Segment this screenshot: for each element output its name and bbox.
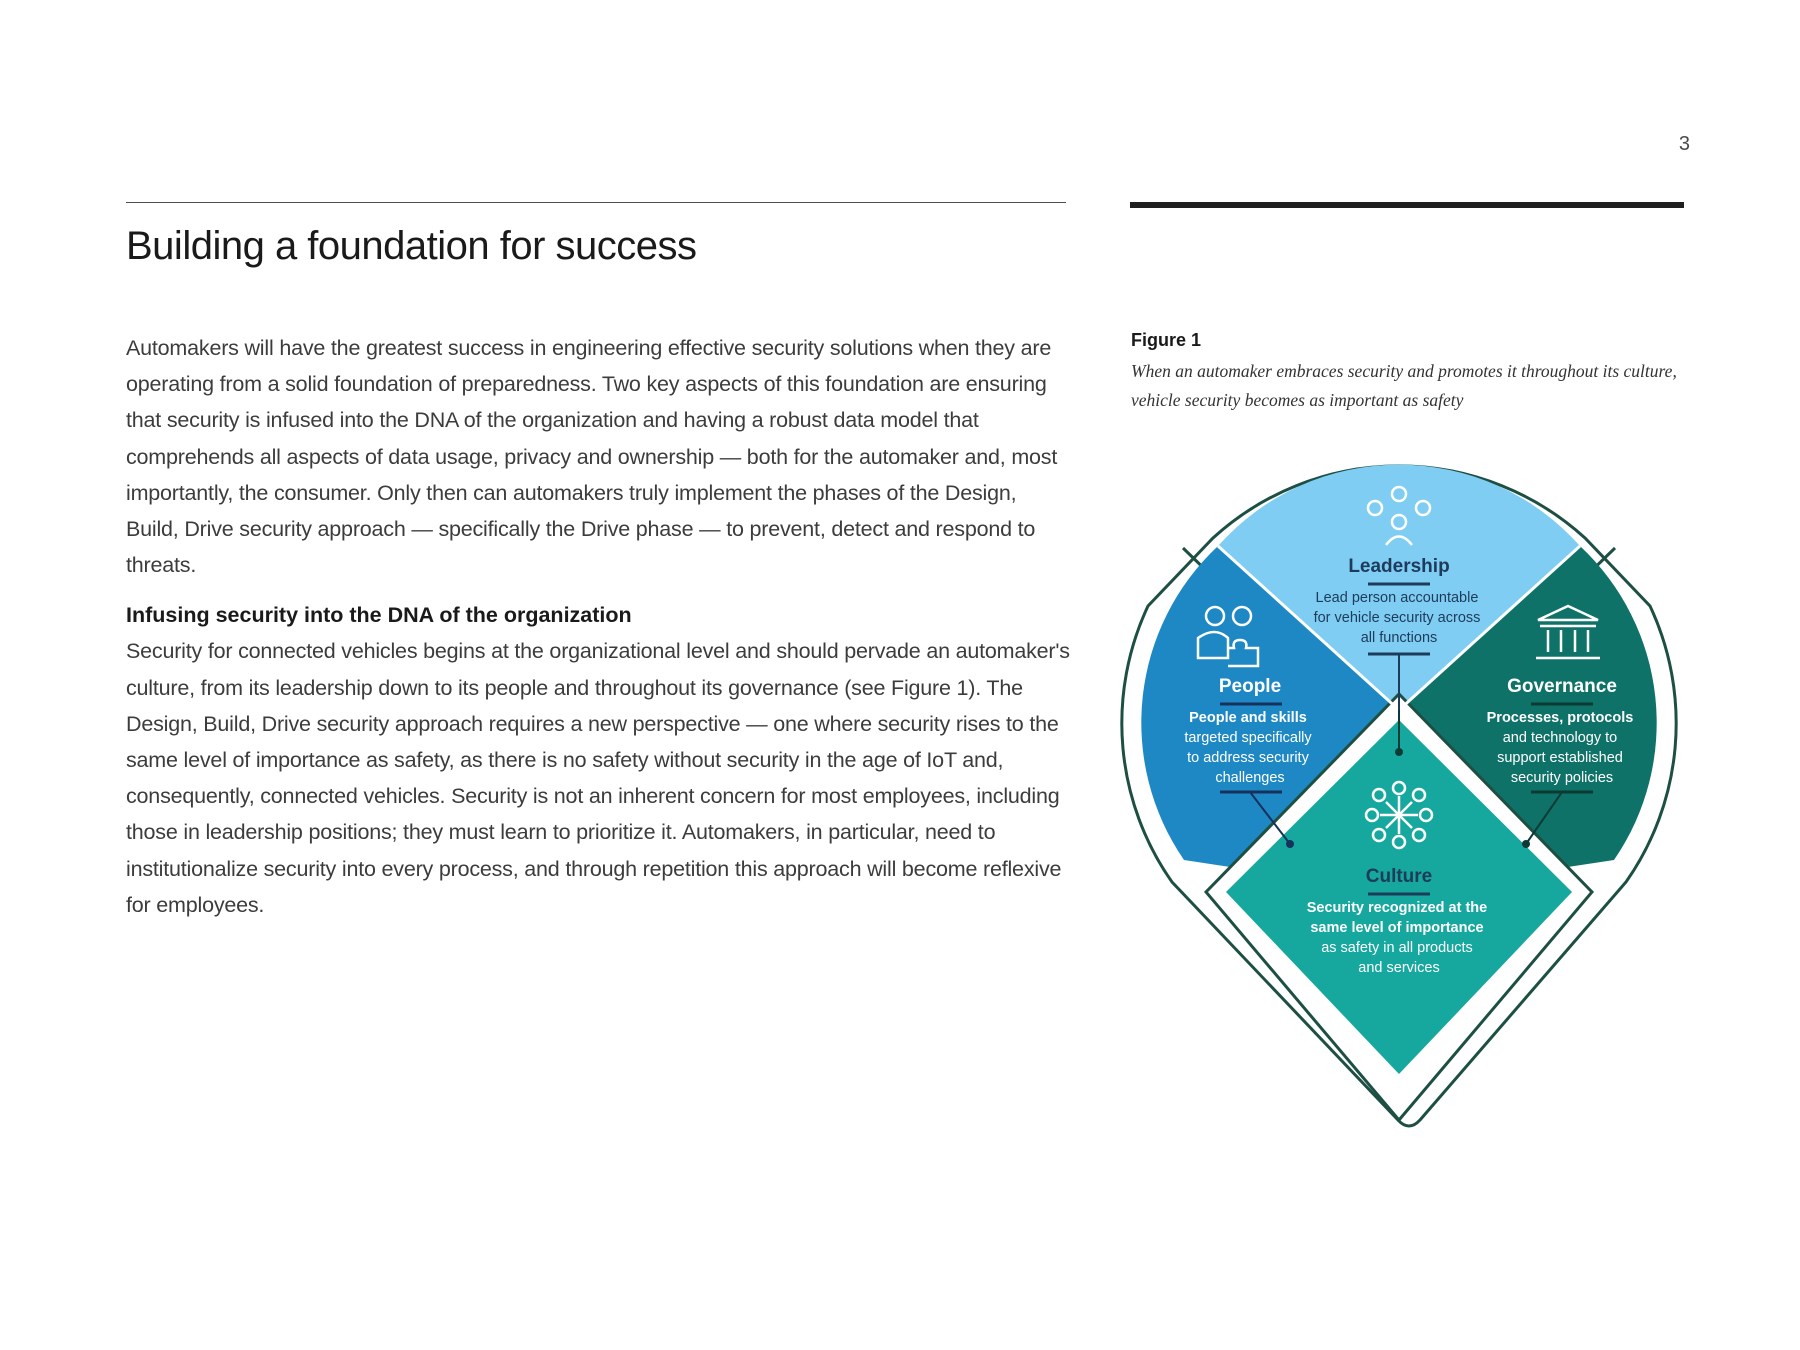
body-column bbox=[126, 330, 1071, 923]
culture-line: as safety in all products bbox=[1321, 940, 1473, 956]
people-line: to address security bbox=[1187, 750, 1309, 766]
security-foundation-diagram bbox=[1120, 420, 1680, 1140]
governance-line: support established bbox=[1497, 750, 1623, 766]
culture-line: Security recognized at the bbox=[1306, 900, 1488, 916]
section-subheading: Infusing security into the DNA of the organization bbox=[126, 603, 632, 628]
leadership-line: Lead person accountable bbox=[1315, 590, 1479, 606]
governance-title: Governance bbox=[1507, 676, 1617, 697]
governance-line: Processes, protocols bbox=[1486, 710, 1634, 726]
page-number: 3 bbox=[1678, 133, 1690, 155]
governance-connector-dot bbox=[1522, 840, 1530, 848]
people-line: People and skills bbox=[1189, 710, 1307, 726]
leadership-title: Leadership bbox=[1348, 556, 1450, 577]
page-title: Building a foundation for success bbox=[126, 224, 697, 268]
people-connector-dot bbox=[1286, 840, 1294, 848]
figure-label: Figure 1 bbox=[1131, 330, 1202, 350]
people-line: challenges bbox=[1215, 770, 1285, 786]
governance-line: and technology to bbox=[1502, 730, 1618, 746]
header-rule-left bbox=[126, 202, 1066, 203]
leadership-line: all functions bbox=[1360, 630, 1438, 646]
culture-line: and services bbox=[1358, 960, 1440, 976]
people-title: People bbox=[1218, 676, 1282, 697]
people-line: targeted specifically bbox=[1184, 730, 1312, 746]
intro-paragraph: Automakers will have the greatest success in engineering effective security solutions when they are operating from a solid foundation of preparedness. Two key aspects of this foundation are ensuring that security is infused into the DNA of the organization and having a robust data model that comprehends all aspects of data usage, privacy and ownership — both for the automaker and, most importantly, the consumer. Only then can automakers truly implement the phases of the Design, Build, Drive security approach — specifically the Drive phase — to prevent, detect and respond to threats. bbox=[126, 336, 1058, 578]
governance-line: security policies bbox=[1510, 770, 1614, 786]
culture-connector-dot bbox=[1395, 748, 1403, 756]
figure-caption: When an automaker embraces security and promotes it throughout its culture, vehicle security becomes as important as safety bbox=[1131, 361, 1677, 410]
culture-title: Culture bbox=[1365, 866, 1433, 887]
leadership-line: for vehicle security across bbox=[1313, 610, 1481, 626]
culture-line: same level of importance bbox=[1310, 920, 1484, 936]
section-paragraph: Security for connected vehicles begins at the organizational level and should pervade an automaker's culture, from its leadership down to its people and throughout its governance (see Figure 1). The Design, Build, Drive security approach requires a new perspective — one where security rises to the same level of importance as safety, as there is no safety without security in the age of IoT and, consequently, connected vehicles. Security is not an inherent concern for most employees, including those in leadership positions; they must learn to prioritize it. Automakers, in particular, need to institutionalize security into every process, and through repetition this approach will become reflexive for employees. bbox=[126, 639, 1070, 917]
header-rule-right bbox=[1130, 202, 1684, 208]
